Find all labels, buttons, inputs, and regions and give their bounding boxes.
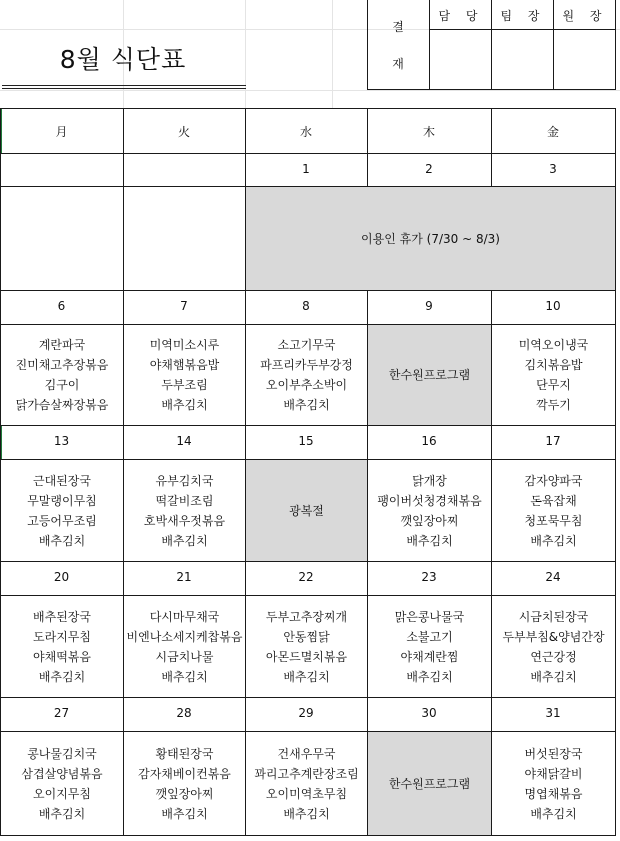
menu-item: 야채떡볶음 [33,649,91,664]
menu-item: 청포묵무침 [524,513,583,528]
menu-item: 깍두기 [536,398,571,412]
menu-item: 감자채베이컨볶음 [138,766,231,781]
approval-border [553,0,554,90]
table-border [123,595,124,697]
weekday-header: 金 [546,125,559,139]
table-border [0,153,616,154]
date-number: 29 [298,706,314,720]
table-border [0,324,616,325]
menu-item: 배추김치 [406,533,453,548]
table-border [123,290,124,324]
menu-item: 김구이 [44,378,80,392]
table-border [0,108,1,835]
special-day-label: 한수원프로그램 [388,368,471,382]
table-border [123,697,124,731]
special-day-cell [246,460,367,561]
menu-item: 연근강정 [530,649,577,664]
date-number: 16 [421,434,437,448]
menu-item: 떡갈비조림 [155,493,214,508]
menu-item: 버섯된장국 [524,746,583,761]
table-border [367,459,368,561]
date-number: 31 [545,706,561,720]
table-border [245,459,246,561]
table-border [367,108,368,153]
table-border [245,108,246,153]
table-border [491,459,492,561]
date-number: 9 [425,299,433,313]
table-border [615,561,616,595]
date-number: 3 [549,162,557,176]
date-number: 23 [421,570,437,584]
approval-role-team-lead: 팀 장 [500,9,546,23]
menu-item: 배추김치 [161,669,208,684]
table-border [0,561,616,562]
date-number: 17 [545,434,561,448]
menu-cell [246,325,367,425]
menu-item: 꽈리고추계란장조림 [254,766,359,781]
table-border [367,561,368,595]
table-border [123,459,124,561]
table-border [491,108,492,153]
table-border [491,697,492,731]
date-number: 10 [545,299,561,313]
menu-item: 배추김치 [161,806,208,821]
menu-cell [246,596,367,697]
menu-item: 배추된장국 [33,609,91,624]
table-border [0,186,616,187]
menu-item: 배추김치 [38,533,86,548]
table-border [245,731,246,835]
menu-item: 삼겹살양념볶음 [21,766,103,781]
weekday-header: 木 [422,125,435,139]
table-border [0,835,616,836]
weekday-header: 水 [299,125,312,139]
menu-item: 배추김치 [38,806,86,821]
table-border [123,324,124,425]
date-number: 24 [545,570,561,584]
approval-border [367,89,616,90]
approval-label: 재 [392,57,404,71]
menu-item: 두부고추장찌개 [265,609,348,624]
menu-item: 두부조림 [161,378,208,392]
menu-item: 닭가슴살짜장볶음 [15,398,109,412]
menu-cell [246,732,367,835]
approval-border [491,0,492,90]
table-border [615,153,616,186]
approval-role-director: 원 장 [562,9,608,23]
table-border [245,561,246,595]
table-border [615,324,616,425]
menu-item: 명엽채볶음 [524,786,583,801]
table-border [245,290,246,324]
weekday-header: 月 [55,125,68,139]
table-border [491,561,492,595]
table-border [615,697,616,731]
table-border [491,425,492,459]
menu-item: 소불고기 [406,629,453,644]
menu-cell [1,596,123,697]
menu-item: 닭개장 [412,473,447,488]
table-border [0,459,616,460]
menu-item: 시금치된장국 [518,609,589,624]
table-border [367,324,368,425]
menu-item: 미역미소시루 [149,338,220,352]
menu-cell [124,325,245,425]
menu-item: 콩나물김치국 [27,746,97,761]
table-border [123,731,124,835]
menu-item: 오이지무침 [33,786,91,801]
table-border [245,153,246,186]
special-day-label: 광복절 [289,503,324,518]
date-number: 7 [180,299,188,313]
menu-item: 건새우무국 [277,746,336,761]
menu-cell [368,596,491,697]
date-number: 20 [53,570,70,584]
table-border [615,186,616,290]
menu-item: 근대된장국 [33,473,91,488]
menu-cell [1,325,123,425]
table-border [491,153,492,186]
table-border [615,731,616,835]
menu-item: 오이미역초무침 [265,786,348,801]
menu-cell [1,460,123,561]
menu-cell [124,460,245,561]
menu-item: 배추김치 [530,806,577,821]
menu-item: 감자양파국 [524,473,583,488]
table-border [0,108,616,109]
menu-item: 돈육잡채 [530,493,577,508]
table-border [0,425,616,426]
title-underline [2,88,246,89]
approval-border [429,29,616,30]
approval-border [615,0,616,90]
menu-item: 배추김치 [161,398,208,412]
date-number: 22 [298,570,314,584]
date-number: 27 [53,706,70,720]
table-border [367,425,368,459]
date-number: 13 [53,434,70,448]
menu-item: 맑은콩나물국 [394,609,465,624]
menu-item: 도라지무침 [33,629,91,644]
title-underline [2,85,246,86]
date-number: 15 [298,434,314,448]
approval-border [367,0,368,90]
table-border [367,595,368,697]
menu-cell [492,596,615,697]
table-border [123,108,124,153]
menu-item: 유부김치국 [155,473,214,488]
table-border [367,153,368,186]
menu-cell [124,732,245,835]
menu-item: 야채계란찜 [400,649,459,664]
table-border [615,595,616,697]
menu-item: 단무지 [536,378,571,392]
page-title: 8월 식단표 [59,45,187,74]
date-number: 1 [302,162,310,176]
table-border [615,459,616,561]
menu-item: 미역오이냉국 [518,338,589,352]
date-number: 6 [57,299,66,313]
gridline [332,0,333,108]
menu-item: 아몬드멸치볶음 [265,649,348,664]
table-border [0,697,616,698]
table-border [123,561,124,595]
menu-cell [368,460,491,561]
menu-cell [1,732,123,835]
menu-cell [124,596,245,697]
menu-item: 배추김치 [406,669,453,684]
menu-cell [492,732,615,835]
approval-border [429,0,430,90]
menu-item: 계란파국 [38,338,86,352]
table-border [245,425,246,459]
table-border [491,731,492,835]
date-number: 14 [176,434,192,448]
menu-item: 배추김치 [283,669,330,684]
special-day-cell [368,732,491,835]
table-border [245,186,246,290]
table-border [367,290,368,324]
menu-item: 팽이버섯청경채볶음 [377,493,482,508]
menu-item: 배추김치 [38,669,86,684]
table-border [245,595,246,697]
date-number: 30 [421,706,437,720]
menu-item: 고등어무조림 [27,513,97,528]
menu-item: 깻잎장아찌 [155,786,214,801]
table-border [245,697,246,731]
menu-item: 진미채고추장볶음 [15,358,109,372]
table-border [0,595,616,596]
approval-role-staff: 담 당 [438,9,484,23]
menu-item: 다시마무채국 [149,609,220,624]
gridline [0,90,620,91]
menu-item: 호박새우젓볶음 [143,513,226,528]
special-day-label: 한수원프로그램 [388,776,471,791]
menu-item: 소고기무국 [277,338,336,352]
menu-item: 배추김치 [161,533,208,548]
menu-item: 야채닭갈비 [524,766,583,781]
menu-item: 오이부추소박이 [265,378,348,392]
table-border [123,425,124,459]
menu-item: 배추김치 [530,533,577,548]
table-border [615,290,616,324]
menu-item: 김치볶음밥 [524,358,583,372]
table-border [615,425,616,459]
date-number: 28 [176,706,192,720]
table-border [123,153,124,186]
date-number: 21 [176,570,192,584]
date-number: 2 [425,162,433,176]
menu-item: 배추김치 [283,806,330,821]
menu-item: 무말랭이무침 [27,493,97,508]
special-day-cell [368,325,491,425]
table-border [491,290,492,324]
menu-item: 비엔나소세지케찹볶음 [126,629,243,644]
menu-item: 야채햄볶음밥 [149,358,220,372]
vacation-notice: 이용인 휴가 (7/30 ~ 8/3) [246,187,615,290]
approval-label: 결 [392,20,404,34]
menu-cell [492,325,615,425]
table-border [0,290,616,291]
table-border [367,731,368,835]
menu-item: 파프리카두부강정 [260,358,353,372]
menu-item: 배추김치 [283,398,330,412]
date-number: 8 [302,299,310,313]
table-border [245,324,246,425]
menu-item: 안동찜닭 [283,629,330,644]
table-border [0,731,616,732]
menu-item: 황태된장국 [155,746,214,761]
weekday-header: 火 [177,125,190,139]
table-border [123,186,124,290]
menu-item: 깻잎장아찌 [400,513,459,528]
table-border [491,324,492,425]
menu-item: 배추김치 [530,669,577,684]
menu-cell [492,460,615,561]
menu-item: 시금치나물 [155,649,214,664]
menu-item: 두부부침&양념간장 [502,629,605,644]
table-border [367,697,368,731]
table-border [615,108,616,153]
table-border [491,595,492,697]
